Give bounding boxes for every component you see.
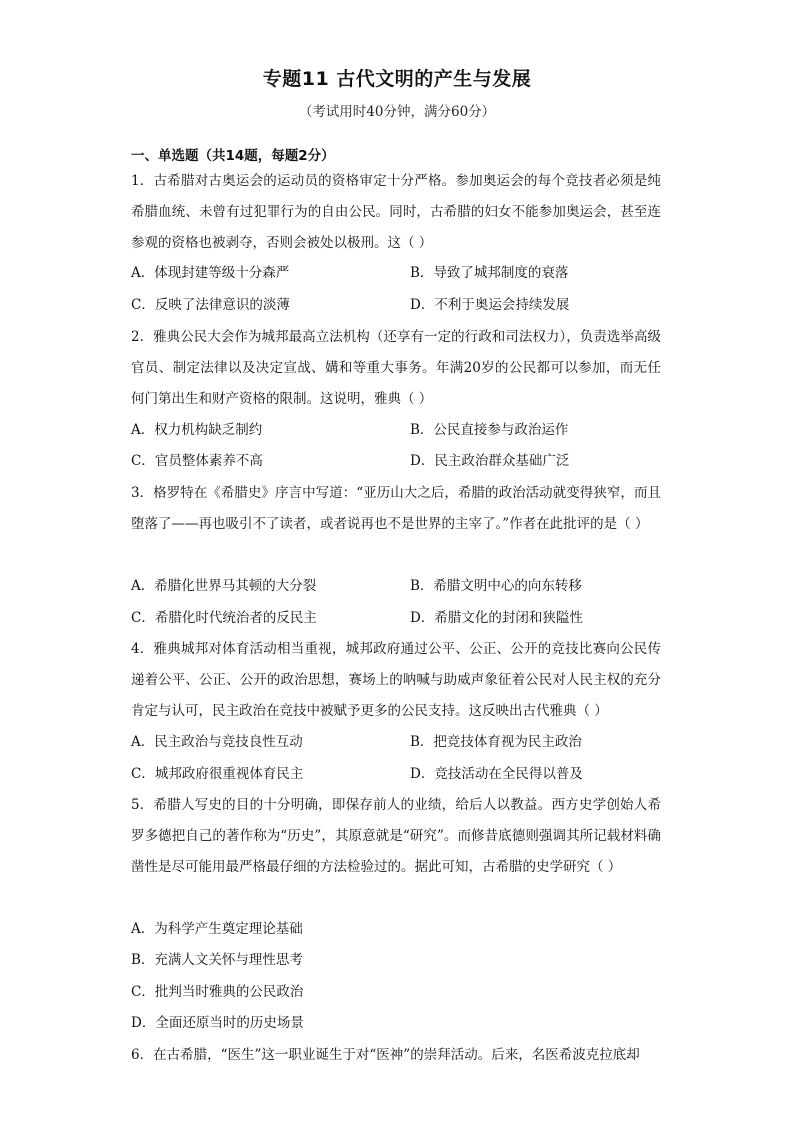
question-4-stem: 4．雅典城邦对体育活动相当重视，城邦政府通过公平、公正、公开的竞技比赛向公民传递着公平、公正、公开的政治思想，赛场上的呐喊与助威声象征着公民对人民主权的充分肯定与认可，民主政治在竞技中被赋予更多的公民支持。这反映出古代雅典（ ） <box>131 641 661 720</box>
question-4-option-a: A．民主政治与竞技良性互动 <box>131 734 303 750</box>
question-1-option-b: B．导致了城邦制度的衰落 <box>410 265 569 281</box>
question-5-option-d: D．全面还原当时的历史场景 <box>131 1015 304 1031</box>
question-3-option-a: A．希腊化世界马其顿的大分裂 <box>131 578 317 594</box>
question-2-option-d: D．民主政治群众基础广泛 <box>410 453 570 469</box>
question-1-stem: 1．古希腊对古奥运会的运动员的资格审定十分严格。参加奥运会的每个竞技者必须是纯希腊血统、未曾有过犯罪行为的自由公民。同时，古希腊的妇女不能参加奥运会，甚至连参观的资格也被剥夺，否则会被处以极刑。这（ ） <box>131 173 661 252</box>
exam-info: （考试用时40分钟，满分60分） <box>298 104 496 120</box>
question-2-option-c: C．官员整体素养不高 <box>131 453 263 469</box>
question-4-option-c: C．城邦政府很重视体育民主 <box>131 766 304 782</box>
question-2-stem: 2．雅典公民大会作为城邦最高立法机构（还享有一定的行政和司法权力），负责选举高级官员、制定法律以及决定宣战、媾和等重大事务。年满20岁的公民都可以参加，而无任何门第出生和财产资格的限制。这说明，雅典（ ） <box>131 329 661 408</box>
question-2-option-a: A．权力机构缺乏制约 <box>131 422 263 438</box>
question-1-option-c: C．反映了法律意识的淡薄 <box>131 297 290 313</box>
question-6-stem: 6．在古希腊，“医生”这一职业诞生于对“医神”的崇拜活动。后来，名医希波克拉底却 <box>131 1047 640 1063</box>
section-heading: 一、单选题（共14题，每题2分） <box>131 148 335 164</box>
question-5-option-b: B．充满人文关怀与理性思考 <box>131 952 303 968</box>
question-3-option-d: D．希腊文化的封闭和狭隘性 <box>410 610 583 626</box>
question-1-option-d: D．不利于奥运会持续发展 <box>410 297 570 313</box>
question-5-option-c: C．批判当时雅典的公民政治 <box>131 984 304 1000</box>
question-2-option-b: B．公民直接参与政治运作 <box>410 422 569 438</box>
question-1-option-a: A．体现封建等级十分森严 <box>131 265 290 281</box>
question-3-stem: 3．格罗特在《希腊史》序言中写道：“亚历山大之后，希腊的政治活动就变得狭窄，而且堕落了——再也吸引不了读者，或者说再也不是世界的主宰了。”作者在此批评的是（ ） <box>131 485 661 533</box>
question-5-option-a: A．为科学产生奠定理论基础 <box>131 921 303 937</box>
question-5-stem: 5．希腊人写史的目的十分明确，即保存前人的业绩，给后人以教益。西方史学创始人希罗多德把自己的著作称为“历史”，其原意就是“研究”。而修昔底德则强调其所记载材料确凿性是尽可能用最严格最仔细的方法检验过的。据此可知，古希腊的史学研究（ ） <box>131 797 661 876</box>
question-3-option-b: B．希腊文明中心的向东转移 <box>410 578 582 594</box>
question-3-option-c: C．希腊化时代统治者的反民主 <box>131 610 317 626</box>
question-4-option-b: B．把竞技体育视为民主政治 <box>410 734 582 750</box>
question-4-option-d: D．竞技活动在全民得以普及 <box>410 766 583 782</box>
page-title: 专题11 古代文明的产生与发展 <box>262 68 532 90</box>
